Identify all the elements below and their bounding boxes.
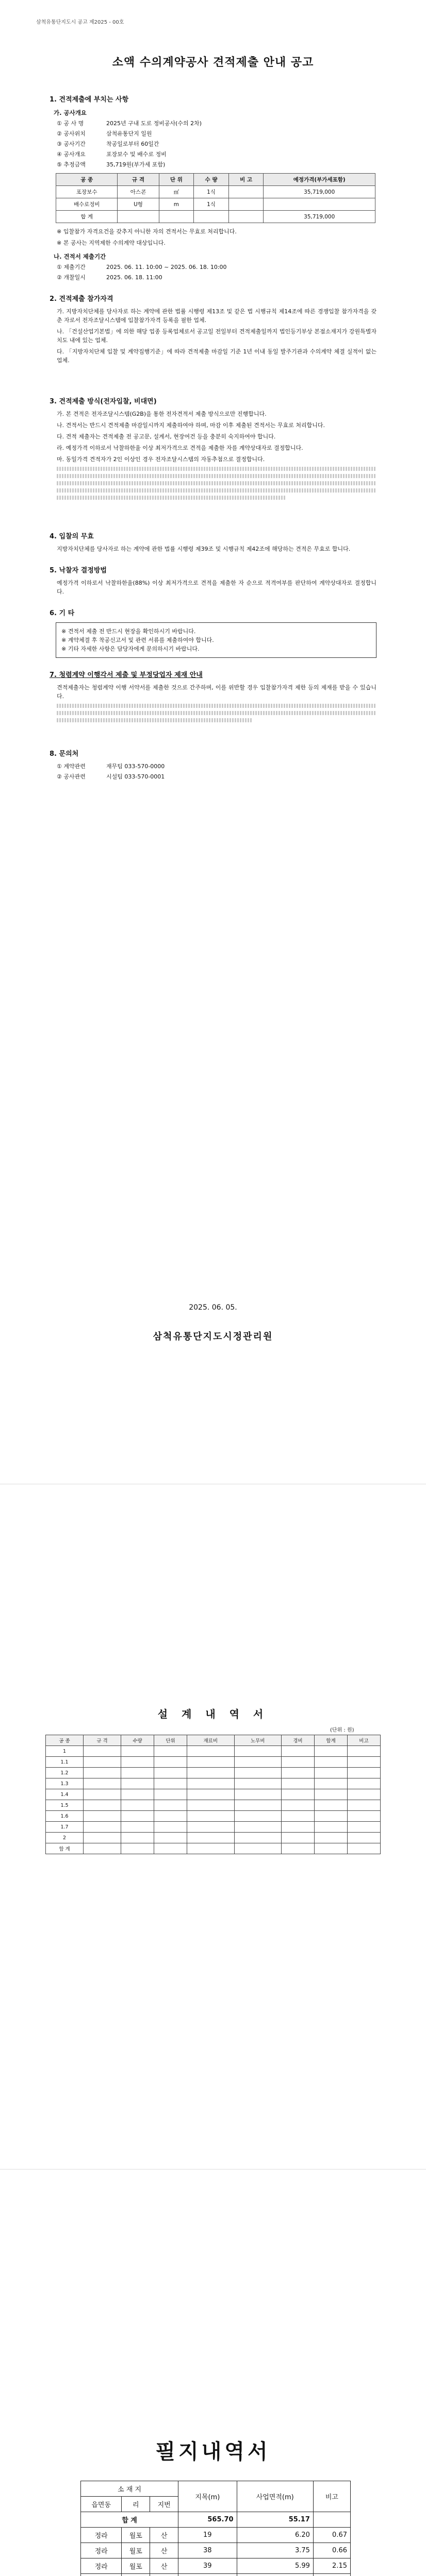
overview-row: ① 공 사 명 2025년 구내 도로 정비공사(수의 2차)	[57, 120, 202, 127]
table-row: 포장보수 아스콘 ㎡ 1식 35,719,000	[56, 186, 375, 198]
table-row: 정라 월포 산 19 6.20 0.67	[81, 2528, 351, 2543]
section-heading: 7. 청렴계약 이행각서 제출 및 부정당업자 제재 안내	[50, 671, 203, 679]
paragraph: 나. 견적서는 반드시 견적제출 마감일시까지 제출하여야 하며, 마감 이후 제출된 견적서는 무효로 처리합니다.	[57, 422, 325, 429]
design-statement-title: 설 계 내 역 서	[157, 1708, 269, 1720]
overview-row: ③ 공사기간 착공일로부터 60일간	[57, 141, 159, 147]
section-heading: 3. 견적제출 방식(전자입찰, 비대면)	[50, 398, 157, 405]
subsection-heading: 가. 공사개요	[54, 109, 87, 116]
section-heading: 4. 입찰의 무효	[50, 533, 94, 540]
announcement-body	[50, 82, 376, 783]
section-heading: 5. 낙찰자 결정방법	[50, 567, 107, 574]
contact-row: ① 계약관련 재무팀 033-570-0000	[57, 763, 165, 770]
table-row: 배수로정비 U형 m 1식	[56, 198, 375, 211]
subsection-heading: 나. 견적서 제출기간	[54, 253, 106, 260]
table-row: 1.7	[46, 1822, 381, 1833]
column-header: 지목(m)	[178, 2481, 237, 2512]
note-text: ※ 입찰참가 자격요건을 갖추지 아니한 자의 견적서는 무효로 처리합니다.	[57, 228, 237, 235]
section-heading: 6. 기 타	[50, 609, 75, 617]
table-row: 합 계	[46, 1843, 381, 1854]
text-block	[57, 481, 376, 485]
unit-label: (단위 : 원)	[330, 1727, 354, 1733]
design-statement-page	[0, 1484, 426, 2170]
document-title: 소액 수의계약공사 견적제출 안내 공고	[112, 56, 314, 69]
parcel-list-page	[0, 2169, 426, 2576]
text-block	[57, 704, 376, 708]
project-overview	[50, 119, 376, 169]
column-header: 사업면적(m)	[237, 2481, 313, 2512]
table-row: 1.5	[46, 1800, 381, 1811]
table-row: 1.1	[46, 1757, 381, 1768]
note-text: ※ 본 공사는 지역제한 수의계약 대상입니다.	[57, 240, 166, 246]
text-block	[57, 496, 286, 500]
table-row: 1.2	[46, 1768, 381, 1778]
text-block	[57, 474, 376, 478]
period-row: ② 개찰일시 2025. 06. 18. 11:00	[57, 274, 162, 281]
text-block	[57, 488, 376, 493]
table-row: 2	[46, 1833, 381, 1843]
period-row: ① 제출기간 2025. 06. 11. 10:00 ~ 2025. 06. 18. 10:00	[57, 264, 227, 270]
price-table: 공 종 규 격 단 위 수 량 비 고 예정가격(부가세포함) 포장보수 아스콘 ㎡ 1식 35,719,000 배수로정비 U형 m 1식 합 계 35,719,000	[56, 173, 375, 223]
paragraph: 나. 「건설산업기본법」에 의한 해당 업종 등록업체로서 공고일 전일부터 견적제출일까지 법인등기부상 본점소재지가 강원특별자치도 내에 있는 업체.	[57, 328, 376, 344]
paragraph: 라. 예정가격 이하로서 낙찰하한율 이상 최저가격으로 견적을 제출한 자를 계약상대자로 결정합니다.	[57, 445, 303, 451]
paragraph: 다. 견적 제출자는 견적제출 전 공고문, 설계서, 현장여건 등을 충분히 숙지하여야 합니다.	[57, 433, 276, 440]
design-statement-table: 공 종 규 격 수량 단위 재료비 노무비 경비 합계 비고 1 1.1 1.2 1.3 1.4 1.5 1.6 1.7 2 합 계	[45, 1735, 381, 1854]
column-header: 읍면동	[81, 2497, 122, 2512]
overview-row: ② 공사위치 삼척유통단지 일원	[57, 130, 152, 137]
section-heading: 8. 문의처	[50, 750, 79, 758]
text-block	[57, 711, 376, 715]
table-row	[81, 2574, 351, 2576]
paragraph: 예정가격 이하로서 낙찰하한율(88%) 이상 최저가격으로 견적을 제출한 자 순으로 적격여부를 판단하여 계약상대자로 결정합니다.	[57, 580, 376, 595]
paragraph: 다. 「지방자치단체 입찰 및 계약집행기준」에 따라 견적제출 마감일 기준 1년 이내 동일 발주기관과 수의계약 체결 실적이 없는 업체.	[57, 348, 376, 364]
table-row: 1.6	[46, 1811, 381, 1822]
table-row: 1	[46, 1746, 381, 1757]
column-header: 지번	[150, 2497, 178, 2512]
table-row: 합 계 35,719,000	[56, 211, 375, 223]
table-row: 1.3	[46, 1778, 381, 1789]
notice-box: ※ 견적서 제출 전 반드시 현장을 확인하시기 바랍니다. ※ 계약체결 후 착공신고서 및 관련 서류를 제출하여야 합니다. ※ 기타 자세한 사항은 담당자에게 문의하시기 바랍니다.	[56, 622, 376, 658]
parcel-list-title: 필지내역서	[155, 2440, 271, 2464]
paragraph: 가. 본 견적은 전자조달시스템(G2B)을 통한 전자견적서 제출 방식으로만 진행합니다.	[57, 411, 267, 417]
column-header: 리	[122, 2497, 150, 2512]
parcel-table	[80, 2481, 351, 2576]
overview-row: ④ 공사개요 포장보수 및 배수로 정비	[57, 151, 167, 158]
document-meta: 삼척유통단지도시 공고 제2025 - 00호	[36, 20, 124, 25]
paragraph: 가. 지방자치단체를 당사자로 하는 계약에 관한 법률 시행령 제13조 및 같은 법 시행규칙 제14조에 따른 경쟁입찰 참가자격을 갖춘 자로서 전자조달시스템에 입찰참가자격 등록을 필한 업체.	[57, 308, 376, 324]
table-row: 정라 월포 산 38 3.75 0.66	[81, 2543, 351, 2558]
total-row: 합 계 565.70 55.17	[81, 2512, 351, 2528]
column-header: 소 재 지	[81, 2481, 178, 2497]
paragraph: 견적제출자는 청렴계약 이행 서약서를 제출한 것으로 간주하며, 이를 위반할 경우 입찰참가자격 제한 등의 제재를 받을 수 있습니다.	[57, 684, 376, 700]
overview-row: ⑤ 추정금액 35,719원(부가세 포함)	[57, 161, 166, 168]
section-heading: 2. 견적제출 참가자격	[50, 295, 113, 303]
contact-row: ② 공사관련 시설팀 033-570-0001	[57, 773, 165, 780]
issuer-signature: 삼척유통단지도시정관리원	[153, 1331, 273, 1342]
text-block	[57, 718, 253, 722]
text-block	[57, 467, 376, 471]
table-row: 정라 월포 산 39 5.99 2.15	[81, 2558, 351, 2574]
table-row: 1.4	[46, 1789, 381, 1800]
paragraph: 지방자치단체를 당사자로 하는 계약에 관한 법률 시행령 제39조 및 시행규칙 제42조에 해당하는 견적은 무효로 합니다.	[57, 546, 351, 552]
column-header: 비고	[313, 2481, 350, 2512]
announcement-date: 2025. 06. 05.	[189, 1303, 237, 1312]
paragraph: 마. 동일가격 견적자가 2인 이상인 경우 전자조달시스템의 자동추첨으로 결정합니다.	[57, 456, 265, 463]
section-heading: 1. 견적제출에 부치는 사항	[50, 96, 129, 104]
